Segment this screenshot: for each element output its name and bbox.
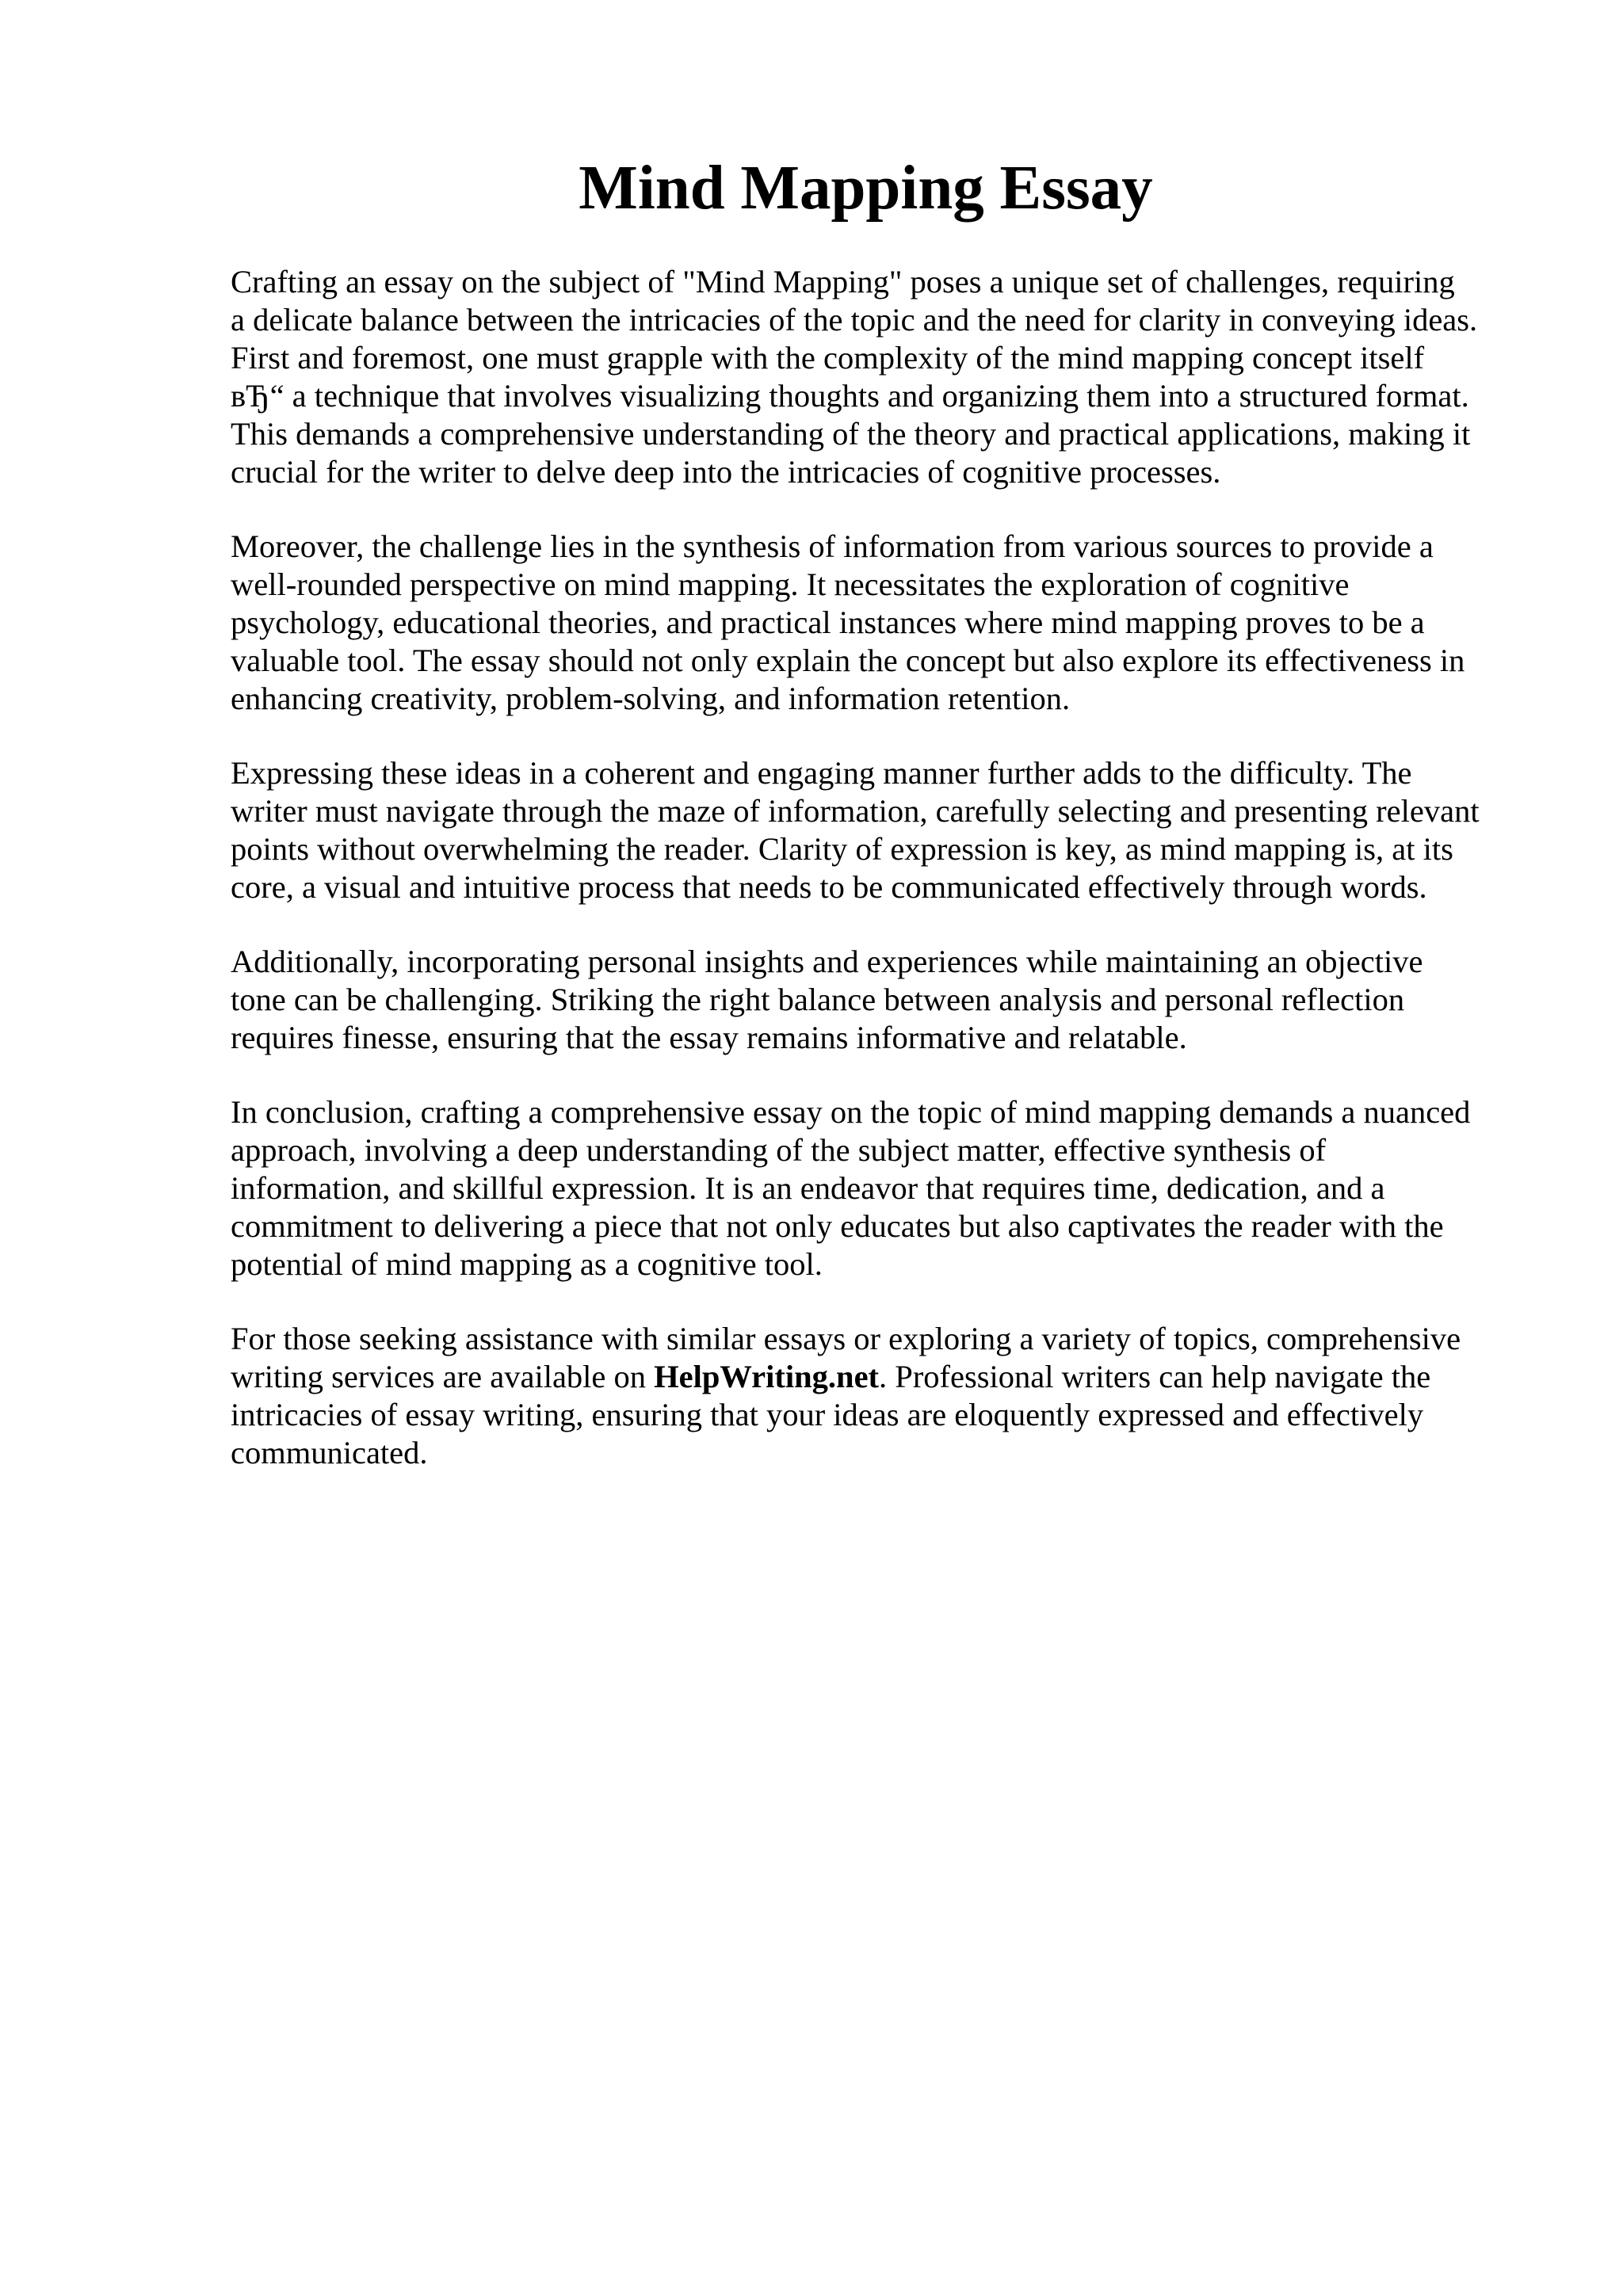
text-line: First and foremost, one must grapple with the complexity of the mind mapping concept itself (231, 340, 1425, 376)
text-line: requires finesse, ensuring that the essay remains informative and relatable. (231, 1020, 1187, 1055)
text-line: approach, involving a deep understanding of the subject matter, effective synthesis of (231, 1132, 1327, 1168)
text-line: well-rounded perspective on mind mapping. It necessitates the exploration of cognitive (231, 566, 1350, 602)
document-body (231, 263, 1514, 1508)
text-line: tone can be challenging. Striking the right balance between analysis and personal reflection (231, 982, 1405, 1017)
text-line (231, 1358, 1514, 1396)
text-line: communicated. (231, 1435, 428, 1470)
paragraph-1 (231, 263, 1514, 491)
text-segment: writing services are available on (231, 1359, 655, 1394)
text-line: This demands a comprehensive understanding of the theory and practical applications, making it (231, 416, 1471, 452)
text-segment: . Professional writers can help navigate the (879, 1359, 1431, 1394)
text-line: psychology, educational theories, and practical instances where mind mapping proves to be a (231, 605, 1425, 640)
text-line: intricacies of essay writing, ensuring that your ideas are eloquently expressed and effectively (231, 1397, 1424, 1432)
paragraph-4 (231, 943, 1514, 1057)
brand-link[interactable]: HelpWriting.net (654, 1359, 880, 1394)
text-line: commitment to delivering a piece that not only educates but also captivates the reader with the (231, 1208, 1444, 1244)
text-line: For those seeking assistance with similar essays or exploring a variety of topics, comprehensive (231, 1321, 1461, 1356)
paragraph-2 (231, 528, 1514, 718)
text-line: potential of mind mapping as a cognitive tool. (231, 1246, 823, 1282)
text-line: information, and skillful expression. It is an endeavor that requires time, dedication, and a (231, 1170, 1385, 1206)
paragraph-5 (231, 1093, 1514, 1283)
text-line: points without overwhelming the reader. Clarity of expression is key, as mind mapping is, at its (231, 831, 1453, 867)
text-line: Moreover, the challenge lies in the synthesis of information from various sources to provide a (231, 528, 1434, 564)
text-line: a delicate balance between the intricacies of the topic and the need for clarity in conveying ideas. (231, 302, 1478, 338)
text-line: Additionally, incorporating personal insights and experiences while maintaining an objective (231, 944, 1423, 979)
paragraph-3 (231, 754, 1514, 906)
document-title: Mind Mapping Essay (579, 154, 1153, 223)
paragraph-closing (231, 1320, 1514, 1472)
text-line: enhancing creativity, problem-solving, and information retention. (231, 681, 1071, 716)
text-line: вЂ“ a technique that involves visualizing thoughts and organizing them into a structured format. (231, 378, 1469, 414)
text-line: writer must navigate through the maze of information, carefully selecting and presenting relevant (231, 793, 1480, 829)
text-line: valuable tool. The essay should not only explain the concept but also explore its effectiveness in (231, 643, 1465, 678)
text-line: Crafting an essay on the subject of "Mind Mapping" poses a unique set of challenges, requiring (231, 264, 1455, 299)
text-line: crucial for the writer to delve deep into the intricacies of cognitive processes. (231, 454, 1221, 490)
text-line: core, a visual and intuitive process that needs to be communicated effectively through words. (231, 869, 1427, 905)
text-line: In conclusion, crafting a comprehensive essay on the topic of mind mapping demands a nuanced (231, 1094, 1471, 1130)
text-line: Expressing these ideas in a coherent and engaging manner further adds to the difficulty. The (231, 755, 1412, 791)
